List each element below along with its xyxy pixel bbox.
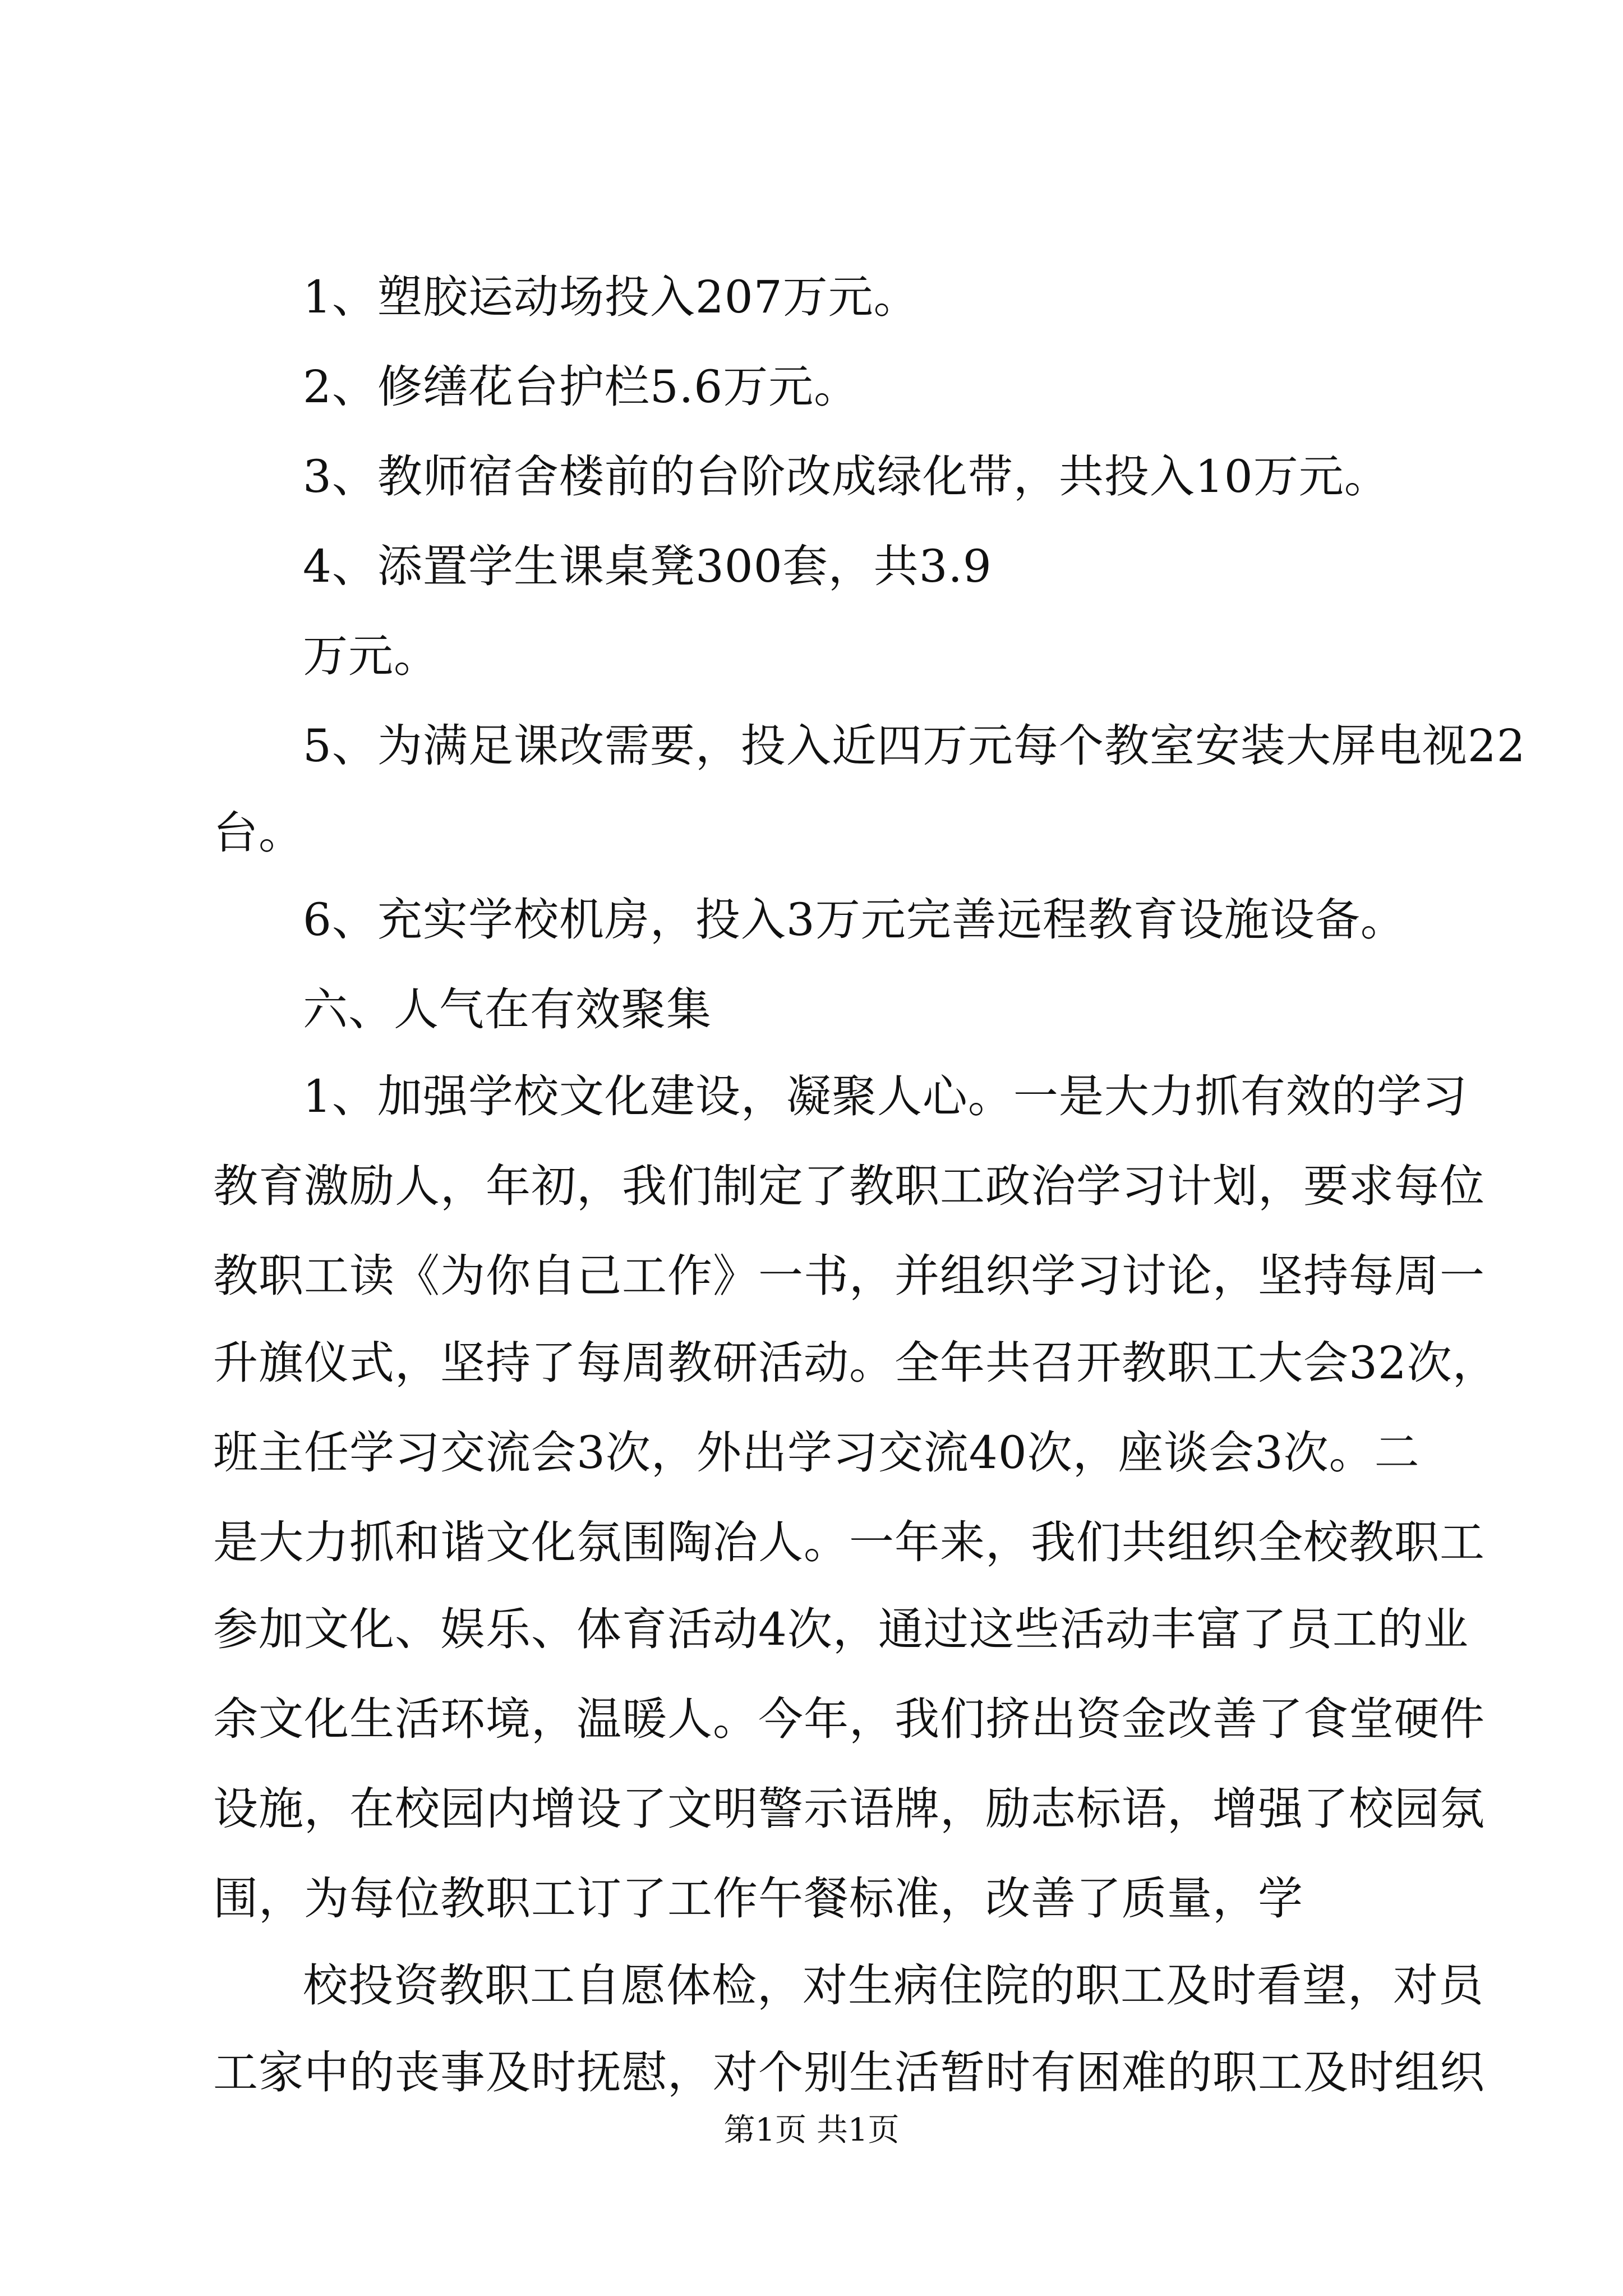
text-line: 1、加强学校文化建设，凝聚人心。一是大力抓有效的学习 [303,1070,1468,1122]
text-line: 1、塑胶运动场投入207万元。 [303,271,919,323]
text-line: 5、为满足课改需要，投入近四万元每个教室安装大屏电视22 [303,720,1526,772]
text-line: 围，为每位教职工订了工作午餐标准，改善了质量，学 [213,1872,1303,1925]
text-line: 万元。 [303,630,439,682]
text-line: 教职工读《为你自己工作》一书，并组织学习讨论，坚持每周一 [213,1250,1485,1302]
text-line: 2、修缮花台护栏5.6万元。 [303,361,860,413]
section-heading: 六、人气在有效聚集 [303,983,712,1036]
text-line: 工家中的丧事及时抚慰，对个别生活暂时有困难的职工及时组织 [213,2046,1485,2099]
text-line: 台。 [213,807,304,859]
text-line: 是大力抓和谐文化氛围陶冶人。一年来，我们共组织全校教职工 [213,1516,1485,1568]
text-line: 教育激励人，年初，我们制定了教职工政治学习计划，要求每位 [213,1160,1485,1212]
text-line: 参加文化、娱乐、体育活动4次，通过这些活动丰富了员工的业 [213,1603,1469,1655]
text-line: 升旗仪式，坚持了每周教研活动。全年共召开教职工大会32次， [213,1337,1498,1389]
page-footer: 第1页 共1页 [723,2112,900,2148]
text-line: 校投资教职工自愿体检，对生病住院的职工及时看望，对员 [303,1959,1484,2012]
text-line: 班主任学习交流会3次，外出学习交流40次，座谈会3次。二 [213,1427,1420,1479]
text-line: 3、教师宿舍楼前的台阶改成绿化带，共投入10万元。 [303,450,1390,503]
text-line: 余文化生活环境，温暖人。今年，我们挤出资金改善了食堂硬件 [213,1693,1485,1745]
text-line: 设施，在校园内增设了文明警示语牌，励志标语，增强了校园氛 [213,1783,1485,1835]
text-line: 6、充实学校机房，投入3万元完善远程教育设施设备。 [303,894,1406,946]
text-line: 4、添置学生课桌凳300套，共3.9 [303,540,992,592]
